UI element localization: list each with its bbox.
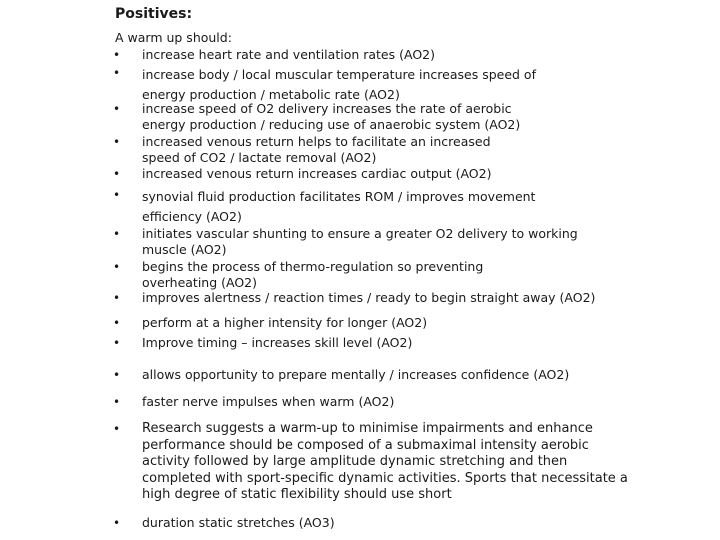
text-line: muscle (AO2): [142, 242, 227, 257]
text-line: activity followed by large amplitude dynamic stretching and then: [142, 454, 568, 469]
text-line: energy production / reducing use of anaerobic system (AO2): [142, 117, 521, 132]
text-line: allows opportunity to prepare mentally / increases confidence (AO2): [142, 367, 570, 382]
bullet-icon: •: [113, 395, 121, 409]
list-item-text: [142, 315, 672, 331]
list-item-text: [142, 394, 672, 410]
text-line: efficiency (AO2): [142, 209, 242, 224]
list-item-text: [142, 290, 672, 306]
list-item-text: [142, 101, 672, 133]
bullet-icon: •: [113, 291, 121, 305]
text-line: increase body / local muscular temperature increases speed of: [142, 67, 536, 82]
text-line: improves alertness / reaction times / ready to begin straight away (AO2): [142, 290, 596, 305]
list-item-text: [142, 134, 672, 166]
text-line: performance should be composed of a submaximal intensity aerobic: [142, 437, 589, 453]
text-line: speed of CO2 / lactate removal (AO2): [142, 150, 377, 165]
list-item-text: [142, 47, 672, 63]
bullet-icon: •: [113, 227, 121, 241]
list-item-text: [142, 367, 672, 383]
text-line: faster nerve impulses when warm (AO2): [142, 394, 395, 409]
text-line: synovial fluid production facilitates ROM / improves movement: [142, 189, 536, 204]
text-line: energy production / metabolic rate (AO2): [142, 87, 400, 102]
bullet-icon: •: [113, 516, 121, 530]
bullet-icon: •: [113, 316, 121, 330]
text-line: Improve timing – increases skill level (AO2): [142, 335, 413, 350]
text-line: overheating (AO2): [142, 275, 258, 290]
bullet-icon: •: [113, 368, 121, 382]
text-line: increase speed of O2 delivery increases the rate of aerobic: [142, 101, 512, 116]
text-line: initiates vascular shunting to ensure a greater O2 delivery to working: [142, 226, 578, 241]
bullet-icon: •: [113, 48, 121, 62]
text-line: completed with sport-specific dynamic activities. Sports that necessitate a: [142, 470, 628, 486]
text-line: increase heart rate and ventilation rates (AO2): [142, 47, 435, 62]
text-line: duration static stretches (AO3): [142, 515, 335, 530]
bullet-icon: •: [113, 135, 121, 149]
bullet-icon: •: [113, 188, 121, 202]
section-heading: Positives:: [115, 6, 193, 22]
text-line: begins the process of thermo-regulation so preventing: [142, 259, 484, 274]
bullet-icon: •: [113, 336, 121, 350]
list-item-text: [142, 515, 672, 531]
bullet-icon: •: [113, 167, 121, 181]
bullet-icon: •: [113, 422, 121, 436]
list-item-text: [142, 259, 672, 291]
bullet-icon: •: [113, 260, 121, 274]
bullet-icon: •: [113, 66, 121, 80]
bullet-icon: •: [113, 102, 121, 116]
list-item-text: [142, 226, 672, 258]
list-item-text: [142, 166, 672, 182]
intro-text: A warm up should:: [115, 30, 232, 45]
text-line: high degree of static flexibility should use short: [142, 487, 452, 502]
text-line: perform at a higher intensity for longer (AO2): [142, 315, 428, 330]
list-item-text: [142, 335, 672, 351]
text-line: increased venous return increases cardiac output (AO2): [142, 166, 492, 181]
text-line: increased venous return helps to facilitate an increased: [142, 134, 491, 149]
list-item-text: [142, 421, 672, 504]
text-line: Research suggests a warm-up to minimise impairments and enhance: [142, 421, 593, 436]
list-item-text: [142, 65, 672, 105]
list-item-text: [142, 187, 672, 227]
